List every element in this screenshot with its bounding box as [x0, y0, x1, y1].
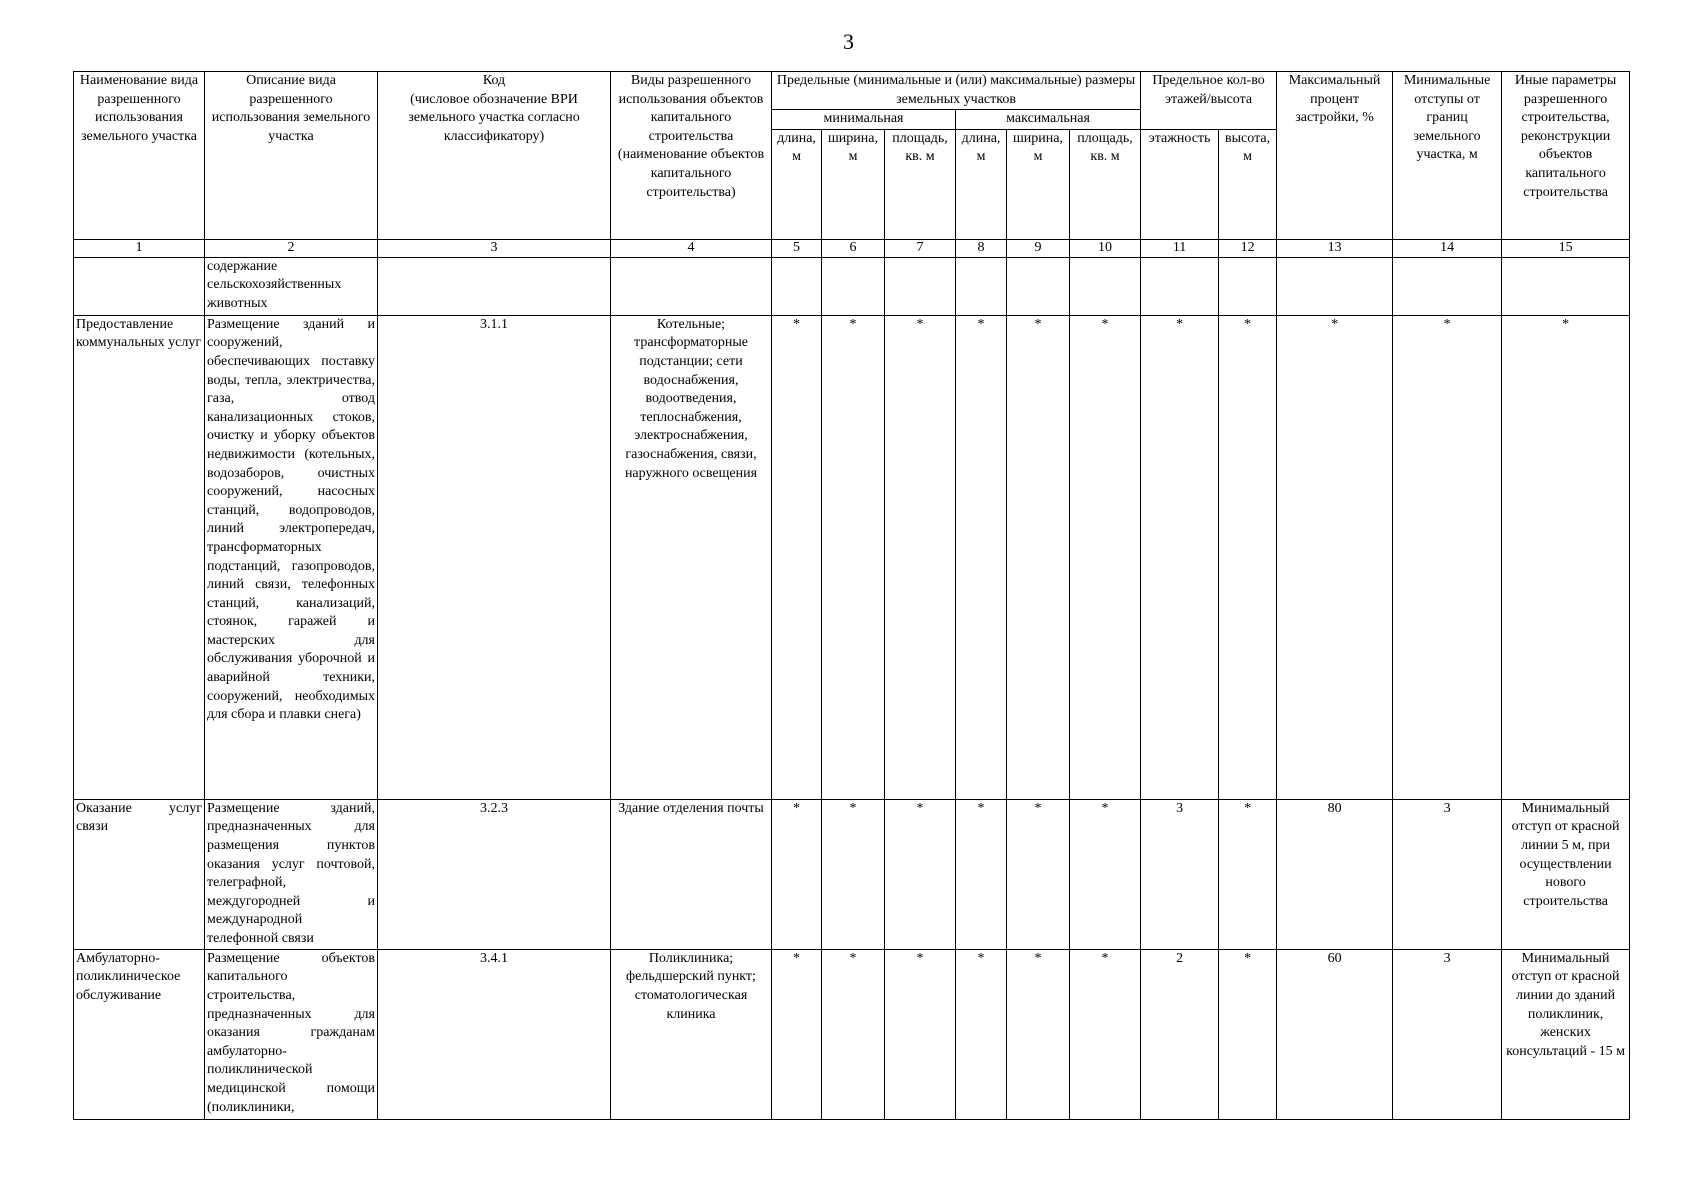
zoning-regulations-table: [73, 71, 1630, 1120]
max-width-value: *: [1007, 799, 1070, 949]
header-other-parameters: Иные параметры разрешенного строительства, реконструкции объектов капитального строительства: [1502, 72, 1630, 240]
use-code: 3.2.3: [378, 799, 611, 949]
max-coverage-value: 60: [1277, 949, 1393, 1119]
column-number: 3: [378, 239, 611, 257]
min-length-value: *: [772, 949, 822, 1119]
floor-count-value: [1141, 257, 1219, 315]
height-value: *: [1219, 315, 1277, 799]
max-length-value: *: [956, 949, 1007, 1119]
floor-count-value: 3: [1141, 799, 1219, 949]
min-length-value: *: [772, 315, 822, 799]
capital-objects: Котельные; трансформаторные подстанции; сети водоснабжения, водоотведения, теплоснабжения, электроснабжения, газоснабжения, связи, наружного освещения: [611, 315, 772, 799]
use-description: содержание сельскохозяйственных животных: [205, 257, 378, 315]
use-description: Размещение объектов капитального строительства, предназначенных для оказания гражданам амбулаторно-поликлинической медицинской помощи (поликлиники,: [205, 949, 378, 1119]
min-area-value: *: [885, 315, 956, 799]
header-max-area: площадь, кв. м: [1070, 129, 1141, 239]
header-code-title: Код: [482, 73, 506, 88]
column-number: 4: [611, 239, 772, 257]
column-number-row: [74, 239, 1630, 257]
use-name: [74, 257, 205, 315]
table-row: [74, 799, 1630, 949]
use-description: Размещение зданий, предназначенных для размещения пунктов оказания услуг почтовой, телеграфной, междугородней и международной телефонной связи: [205, 799, 378, 949]
column-number: 8: [956, 239, 1007, 257]
header-floors-height: Предельное кол-во этажей/высота: [1141, 72, 1277, 130]
other-parameters-value: *: [1502, 315, 1630, 799]
other-parameters-value: Минимальный отступ от красной линии до зданий поликлиник, женских консультаций - 15 м: [1502, 949, 1630, 1119]
max-coverage-value: 80: [1277, 799, 1393, 949]
header-row: [74, 72, 1630, 110]
max-coverage-value: *: [1277, 315, 1393, 799]
header-max-coverage: Максимальный процент застройки, %: [1277, 72, 1393, 240]
column-number: 14: [1393, 239, 1502, 257]
min-setback-value: 3: [1393, 949, 1502, 1119]
header-minimum: минимальная: [772, 110, 956, 130]
min-setback-value: 3: [1393, 799, 1502, 949]
header-use-description: Описание вида разрешенного использования земельного участка: [205, 72, 378, 240]
min-length-value: *: [772, 799, 822, 949]
header-code-note: (числовое обозначение ВРИ земельного участка согласно классификатору): [408, 91, 580, 144]
min-width-value: *: [822, 315, 885, 799]
min-width-value: *: [822, 799, 885, 949]
table-row: [74, 949, 1630, 1119]
table-row: [74, 315, 1630, 799]
header-max-width: ширина, м: [1007, 129, 1070, 239]
column-number: 9: [1007, 239, 1070, 257]
header-min-length: длина, м: [772, 129, 822, 239]
capital-objects: [611, 257, 772, 315]
use-name: Амбулаторно-поликлиническое обслуживание: [74, 949, 205, 1119]
header-min-setbacks: Минимальные отступы от границ земельного участка, м: [1393, 72, 1502, 240]
use-description: Размещение зданий и сооружений, обеспечивающих поставку воды, тепла, электричества, газа, отвод канализационных стоков, очистку и уборку объектов недвижимости (котельных, водозаборов, очистных сооружений, насосных станций, водопроводов, линий электропередач, трансформаторных подстанций, газопроводов, линий связи, телефонных станций, канализаций, стоянок, гаражей и мастерских для обслуживания уборочной и аварийной техники, сооружений, необходимых для сбора и плавки снега): [205, 315, 378, 799]
column-number: 15: [1502, 239, 1630, 257]
min-setback-value: [1393, 257, 1502, 315]
min-setback-value: *: [1393, 315, 1502, 799]
header-min-area: площадь, кв. м: [885, 129, 956, 239]
column-number: 11: [1141, 239, 1219, 257]
max-length-value: [956, 257, 1007, 315]
other-parameters-value: [1502, 257, 1630, 315]
min-width-value: [822, 257, 885, 315]
use-code: [378, 257, 611, 315]
column-number: 12: [1219, 239, 1277, 257]
use-name: Предоставление коммунальных услуг: [74, 315, 205, 799]
page-number: 3: [843, 29, 854, 54]
column-number: 13: [1277, 239, 1393, 257]
floor-count-value: 2: [1141, 949, 1219, 1119]
min-area-value: [885, 257, 956, 315]
header-capital-objects: Виды разрешенного использования объектов капитального строительства (наименование объектов капитального строительства): [611, 72, 772, 240]
height-value: *: [1219, 949, 1277, 1119]
column-number: 6: [822, 239, 885, 257]
max-area-value: [1070, 257, 1141, 315]
column-number: 10: [1070, 239, 1141, 257]
header-plot-size-limits: Предельные (минимальные и (или) максимальные) размеры земельных участков: [772, 72, 1141, 110]
max-length-value: *: [956, 315, 1007, 799]
max-area-value: *: [1070, 315, 1141, 799]
header-max-length: длина, м: [956, 129, 1007, 239]
header-permitted-use-name: Наименование вида разрешенного использования земельного участка: [74, 72, 205, 240]
max-area-value: *: [1070, 949, 1141, 1119]
min-area-value: *: [885, 949, 956, 1119]
use-name: Оказание услуг связи: [74, 799, 205, 949]
max-coverage-value: [1277, 257, 1393, 315]
header-height: высота, м: [1219, 129, 1277, 239]
header-min-width: ширина, м: [822, 129, 885, 239]
column-number: 5: [772, 239, 822, 257]
min-area-value: *: [885, 799, 956, 949]
max-width-value: *: [1007, 315, 1070, 799]
capital-objects: Поликлиника; фельдшерский пункт; стоматологическая клиника: [611, 949, 772, 1119]
header-floor-count: этажность: [1141, 129, 1219, 239]
use-code: 3.1.1: [378, 315, 611, 799]
height-value: [1219, 257, 1277, 315]
use-code: 3.4.1: [378, 949, 611, 1119]
max-width-value: *: [1007, 949, 1070, 1119]
min-length-value: [772, 257, 822, 315]
header-code: [378, 72, 611, 240]
height-value: *: [1219, 799, 1277, 949]
floor-count-value: *: [1141, 315, 1219, 799]
column-number: 1: [74, 239, 205, 257]
min-width-value: *: [822, 949, 885, 1119]
table-row: [74, 257, 1630, 315]
max-area-value: *: [1070, 799, 1141, 949]
header-maximum: максимальная: [956, 110, 1141, 130]
max-width-value: [1007, 257, 1070, 315]
other-parameters-value: Минимальный отступ от красной линии 5 м, при осуществлении нового строительства: [1502, 799, 1630, 949]
column-number: 7: [885, 239, 956, 257]
column-number: 2: [205, 239, 378, 257]
max-length-value: *: [956, 799, 1007, 949]
capital-objects: Здание отделения почты: [611, 799, 772, 949]
